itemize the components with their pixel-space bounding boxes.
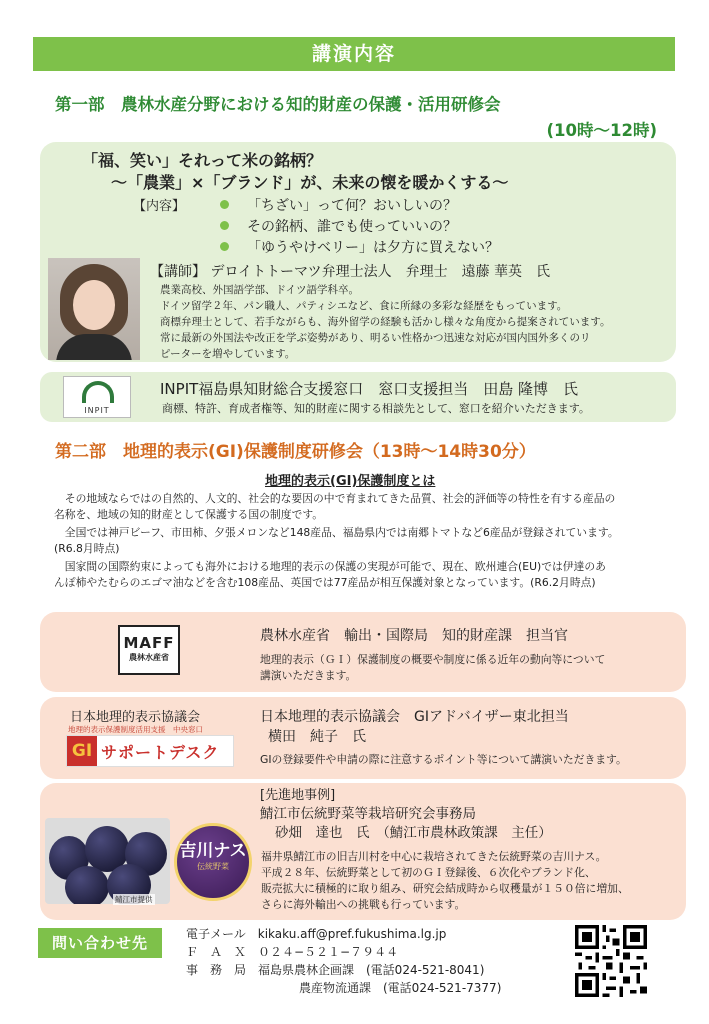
inpit-title: INPIT福島県知財総合支援窓口 窓口支援担当 田島 隆博 氏: [160, 380, 579, 398]
contact-office: 事 務 局 福島県農林企画課 (電話024-521-8041): [186, 963, 485, 977]
gi-assoc-name: 日本地理的表示協議会: [70, 710, 201, 725]
gi-assoc-desc: GIの登録要件や申請の際に注意するポイント等について講演いただきます。: [260, 753, 627, 766]
part1-title: 第一部 農林水産分野における知的財産の保護・活用研修会: [55, 95, 501, 114]
content-bullet-list: [220, 194, 499, 257]
eggplant-photo: [45, 818, 170, 904]
content-label: 【内容】: [133, 199, 186, 214]
lecturer-photo: [48, 258, 140, 360]
gi-logo-icon: GI: [67, 736, 97, 766]
inpit-logo: INPIT: [63, 376, 131, 418]
lecture-headline-2: 〜「農業」×「ブランド」が、未来の懐を暖かくする〜: [111, 173, 509, 192]
bullet-icon: [220, 200, 229, 209]
lecturer-bio: 農業高校、外国語学部、ドイツ語学科卒。 ドイツ留学２年、パン職人、パティシエなど、食に所縁の多彩な経歴をもっています。 商標弁理士として、若手ながらも、海外留学の経験も活かし様々な角度から提案されています。 常に最新の外国法や改正を学ぶ姿勢があり、明るい性格かつ迅速な対応が国内国外多くのリ ピーターを増やしています。: [160, 284, 611, 360]
list-item: 「ゆうやけベリー」は夕方に買えない？: [220, 236, 499, 257]
contact-office-2: 農産物流通課 (電話024-521-7377): [299, 981, 502, 995]
kikawa-nasu-badge: 吉川ナス 伝統野菜: [174, 823, 252, 901]
gi-heading: 地理的表示(GI)保護制度とは: [265, 474, 436, 489]
maff-desc: 地理的表示（ＧＩ）保護制度の概要や制度に係る近年の動向等について 講演いただきます。: [260, 653, 606, 682]
case-study-org: 鯖江市伝統野菜等栽培研究会事務局: [260, 806, 476, 822]
maff-logo: MAFF 農林水産省: [118, 625, 180, 675]
photo-credit: 鯖江市提供: [115, 895, 153, 904]
case-study-desc: 福井県鯖江市の旧吉川村を中心に栽培されてきた伝統野菜の吉川ナス。 平成２８年、伝統野菜として初のＧＩ登録後、６次化やブランド化、 販売拡大に積極的に取り組み、研究会結成時から収穫量が１５０倍に増加、 さらに海外輸出への挑戦も行っています。: [261, 850, 629, 911]
list-item: その銘柄、誰でも使っていいの？: [220, 215, 499, 236]
maff-title: 農林水産省 輸出・国際局 知的財産課 担当官: [260, 628, 568, 644]
gi-assoc-title: 日本地理的表示協議会 GIアドバイザー東北担当: [260, 709, 569, 725]
list-item: 「ちざい」って何？おいしいの？: [220, 194, 499, 215]
lecturer-name: 【講師】 デロイトトーマツ弁理士法人 弁理士 遠藤 華英 氏: [150, 264, 551, 280]
gi-support-desk-logo: GI サポートデスク: [66, 735, 234, 767]
contact-email[interactable]: 電子メール kikaku.aff@pref.fukushima.lg.jp: [186, 927, 447, 941]
inpit-mark-icon: [82, 381, 114, 403]
case-study-label: [先進地事例]: [260, 788, 336, 803]
gi-assoc-sub: 地理的表示保護制度活用支援 中央窓口: [68, 725, 203, 734]
part1-time: (10時〜12時): [546, 121, 657, 140]
contact-fax: Ｆ Ａ Ｘ ０２４−５２１−７９４４: [186, 945, 399, 959]
bullet-icon: [220, 242, 229, 251]
contact-info: [186, 925, 501, 997]
section-banner: 講演内容: [33, 37, 675, 71]
qr-code-icon[interactable]: [575, 925, 647, 997]
gi-description: その地域ならではの自然的、人文的、社会的な要因の中で育まれてきた品質、社会的評価等の特性を有する産品の 名称を、地域の知的財産として保護する国の制度です。 全国では神戸ビーフ、市田柿、夕張メロンなど148産品、福島県内では南郷トマトなど6産品が登録されています。 (R6.8月時点) 国家間の国際約束によっても海外における地理的表示の保護の実現が可能で、現在、欧州連合(EU)では伊達のあ んぽ柿やたむらのエゴマ油などを含む108産品、英国では77産品が相互保護対象となっています。(R6.2月時点): [54, 492, 619, 589]
lecture-headline-1: 「福、笑い」それって米の銘柄？: [82, 151, 323, 170]
inpit-desc: 商標、特許、育成者権等、知的財産に関する相談先として、窓口を紹介いただきます。: [162, 402, 590, 415]
case-study-person: 砂畑 達也 氏 （鯖江市農林政策課 主任）: [275, 825, 552, 841]
bullet-icon: [220, 221, 229, 230]
part2-title: 第二部 地理的表示(GI)保護制度研修会（13時〜14時30分）: [55, 442, 536, 462]
contact-label: 問い合わせ先: [38, 928, 162, 958]
gi-assoc-person: 横田 純子 氏: [268, 729, 366, 745]
